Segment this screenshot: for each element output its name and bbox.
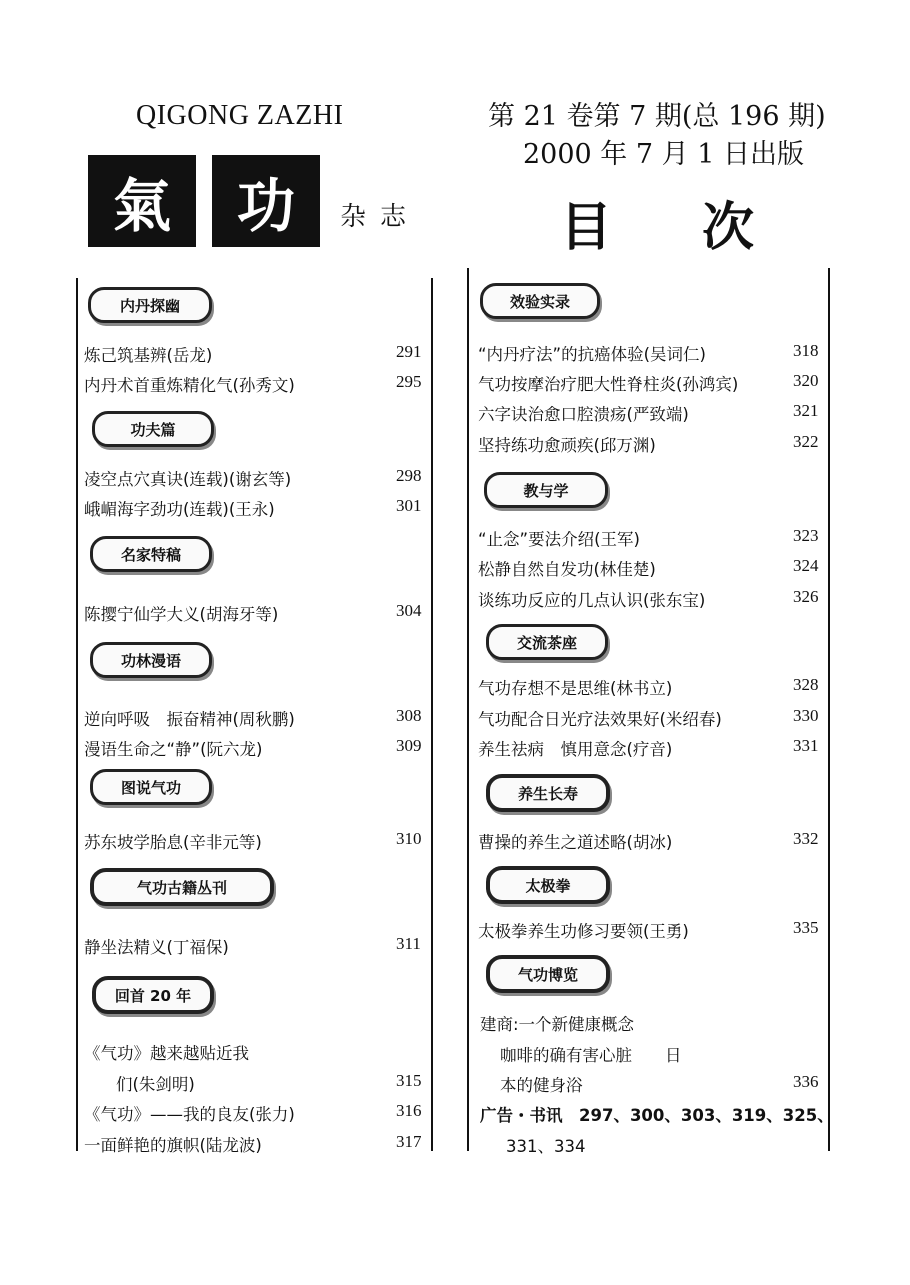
toc-page: 295 (396, 372, 422, 391)
title-char-qi: 氣 (88, 155, 196, 247)
toc-page: 311 (396, 934, 421, 953)
toc-page: 304 (396, 601, 422, 620)
toc-page: 316 (396, 1101, 422, 1120)
toc-page: 332 (793, 829, 819, 848)
toc-entry: 养生祛病 慎用意念(疗音) (478, 740, 673, 759)
section-header: 功林漫语 (90, 642, 212, 678)
section-header: 交流茶座 (486, 624, 608, 660)
section-header: 教与学 (484, 472, 608, 508)
toc-entry: 松静自然自发功(林佳楚) (478, 560, 656, 579)
toc-entry: 本的健身浴 (500, 1076, 583, 1095)
toc-entry: 凌空点穴真诀(连载)(谢玄等) (84, 470, 292, 489)
toc-page: 298 (396, 466, 422, 485)
toc-entry: 咖啡的确有害心脏 日 (500, 1046, 682, 1065)
toc-entry: “内丹疗法”的抗癌体验(吴词仁) (478, 345, 706, 364)
toc-page: 291 (396, 342, 422, 361)
toc-page: 326 (793, 587, 819, 606)
contents-heading: 目次 (560, 198, 845, 258)
toc-entry: 《气功》——我的良友(张力) (84, 1105, 295, 1124)
toc-page: 317 (396, 1132, 422, 1151)
toc-page: 309 (396, 736, 422, 755)
toc-page: 315 (396, 1071, 422, 1090)
toc-entry: “止念”要法介绍(王军) (478, 530, 640, 549)
toc-page: 322 (793, 432, 819, 451)
section-header: 气功古籍丛刊 (90, 868, 274, 906)
toc-entry: 炼己筑基辨(岳龙) (84, 346, 213, 365)
toc-entry: 谈练功反应的几点认识(张东宝) (478, 591, 706, 610)
title-char-gong: 功 (212, 155, 320, 247)
journal-english-title: QIGONG ZAZHI (136, 100, 344, 131)
toc-entry: 建商:一个新健康概念 (480, 1015, 635, 1034)
toc-entry: 静坐法精义(丁福保) (84, 938, 229, 957)
toc-page: 331 (793, 736, 819, 755)
ads-notice-cont: 331、334 (506, 1137, 586, 1156)
toc-page: 310 (396, 829, 422, 848)
toc-entry: 太极拳养生功修习要领(王勇) (478, 922, 689, 941)
section-header: 图说气功 (90, 769, 212, 805)
toc-entry: 气功存想不是思维(林书立) (478, 679, 673, 698)
toc-page: 336 (793, 1072, 819, 1091)
issue-volume: 第 21 卷第 7 期(总 196 期) (488, 101, 826, 132)
title-zazhi: 杂志 (340, 202, 421, 232)
toc-page: 328 (793, 675, 819, 694)
toc-entry: 漫语生命之“静”(阮六龙) (84, 740, 263, 759)
toc-entry: 内丹术首重炼精化气(孙秀文) (84, 376, 295, 395)
toc-entry: 苏东坡学胎息(辛非元等) (84, 833, 262, 852)
toc-entry: 《气功》越来越贴近我 (84, 1044, 249, 1063)
issue-date: 2000 年 7 月 1 日出版 (523, 139, 804, 170)
ads-notice: 广告・书讯 297、300、303、319、325、 (480, 1106, 834, 1125)
right-column-rule-outer (467, 268, 469, 1151)
left-column-rule-inner (431, 278, 433, 1151)
section-header: 内丹探幽 (88, 287, 212, 323)
toc-entry: 们(朱剑明) (116, 1075, 195, 1094)
section-header: 名家特稿 (90, 536, 212, 572)
section-header: 回首 20 年 (92, 976, 214, 1014)
toc-entry: 陈撄宁仙学大义(胡海牙等) (84, 605, 279, 624)
toc-page: 318 (793, 341, 819, 360)
toc-entry: 一面鲜艳的旗帜(陆龙波) (84, 1136, 262, 1155)
right-column-rule-inner (828, 268, 830, 1151)
toc-entry: 六字诀治愈口腔溃疡(严致端) (478, 405, 689, 424)
left-column-rule-outer (76, 278, 78, 1151)
section-header: 效验实录 (480, 283, 600, 319)
toc-page: 321 (793, 401, 819, 420)
toc-entry: 曹操的养生之道述略(胡冰) (478, 833, 673, 852)
toc-entry: 逆向呼吸 振奋精神(周秋鹏) (84, 710, 295, 729)
toc-page: 308 (396, 706, 422, 725)
toc-entry: 峨嵋海字劲功(连载)(王永) (84, 500, 275, 519)
toc-page: 320 (793, 371, 819, 390)
section-header: 气功博览 (486, 955, 610, 993)
section-header: 功夫篇 (92, 411, 214, 447)
toc-page: 324 (793, 556, 819, 575)
toc-page: 330 (793, 706, 819, 725)
section-header: 养生长寿 (486, 774, 610, 812)
toc-entry: 坚持练功愈顽疾(邱万渊) (478, 436, 656, 455)
section-header: 太极拳 (486, 866, 610, 904)
toc-page: 335 (793, 918, 819, 937)
toc-page: 323 (793, 526, 819, 545)
toc-entry: 气功按摩治疗肥大性脊柱炎(孙鸿宾) (478, 375, 739, 394)
toc-page: 301 (396, 496, 422, 515)
toc-entry: 气功配合日光疗法效果好(米绍春) (478, 710, 722, 729)
